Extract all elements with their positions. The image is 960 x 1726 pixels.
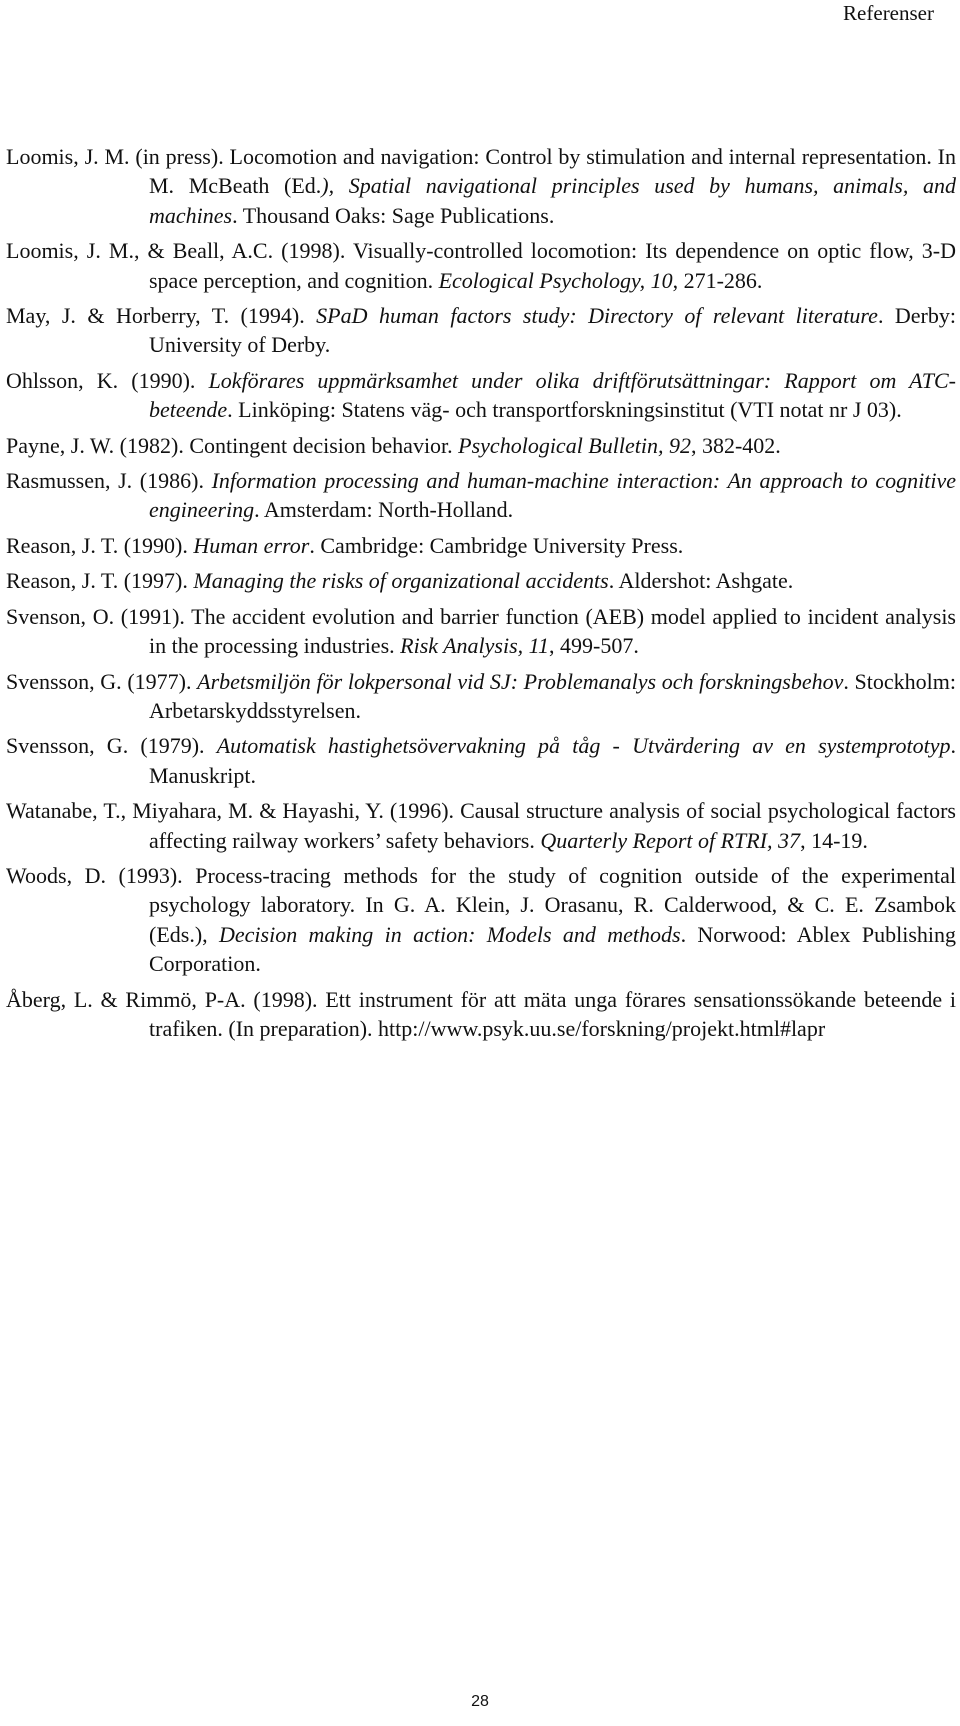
reference-title-italic: Information processing and human-machine interaction: An approach to cognitive engineering <box>149 468 956 523</box>
reference-entry <box>6 431 956 460</box>
reference-entry <box>6 985 956 1044</box>
reference-text: Woods, D. (1993). Process-tracing methods for the study of cognition outside of the experimental psychology laboratory. In G. A. Klein, J. Orasanu, R. Calderwood, & C. E. Zsambok (Eds.), <box>6 862 956 947</box>
reference-text: Svensson, G. (1977). <box>6 668 198 694</box>
reference-text: , 382-402. <box>690 432 781 458</box>
reference-text: Rasmussen, J. (1986). <box>6 468 212 494</box>
reference-entry <box>6 731 956 790</box>
reference-text: Reason, J. T. (1990). <box>6 532 194 558</box>
reference-text: May, J. & Horberry, T. (1994). <box>6 303 317 329</box>
reference-title-italic: Automatisk hastighetsövervakning på tåg - Utvärdering av en systemprototyp <box>216 733 951 759</box>
reference-title-italic: Managing the risks of organizational accidents <box>193 568 609 594</box>
reference-text: . Aldershot: Ashgate. <box>608 568 794 594</box>
running-header: Referenser <box>843 1 934 25</box>
reference-entry <box>6 861 956 979</box>
reference-text: . Thousand Oaks: Sage Publications. <box>232 202 555 228</box>
reference-entry <box>6 667 956 726</box>
reference-title-italic: Quarterly Report of RTRI, 37 <box>540 827 801 853</box>
reference-entry <box>6 301 956 360</box>
reference-text: , 271-286. <box>672 267 763 293</box>
reference-text: . Norwood: Ablex Publishing Corporation. <box>149 921 956 977</box>
reference-title-italic: Human error <box>193 532 310 558</box>
reference-text: Reason, J. T. (1997). <box>6 568 194 594</box>
reference-text: . Amsterdam: North-Holland. <box>254 497 514 523</box>
reference-text: . Cambridge: Cambridge University Press. <box>309 532 684 558</box>
reference-title-italic: ), Spatial navigational principles used by humans, animals, and machines <box>149 173 956 228</box>
reference-entry <box>6 366 956 425</box>
reference-text: , 499-507. <box>549 633 639 659</box>
reference-text: Loomis, J. M., & Beall, A.C. (1998). Visually-controlled locomotion: Its dependence on optic flow, 3-D space perception, and cognition. <box>6 238 956 293</box>
reference-entry <box>6 566 956 595</box>
reference-entry <box>6 466 956 525</box>
reference-entry <box>6 796 956 855</box>
reference-text: Watanabe, T., Miyahara, M. & Hayashi, Y. (1996). Causal structure analysis of social psychological factors affecting railway workers’ safety behaviors. <box>6 798 956 853</box>
reference-title-italic: Decision making in action: Models and methods <box>219 921 681 947</box>
reference-entry <box>6 142 956 230</box>
reference-text: Svensson, G. (1979). <box>6 733 217 759</box>
reference-title-italic: Ecological Psychology, 10 <box>438 267 673 293</box>
reference-title-italic: Lokförares uppmärksamhet under olika driftförutsättningar: Rapport om ATC-beteende <box>149 367 957 423</box>
reference-text: , 14-19. <box>800 827 868 853</box>
reference-entry <box>6 602 956 661</box>
reference-text: Payne, J. W. (1982). Contingent decision behavior. <box>6 432 459 458</box>
reference-list <box>6 142 956 1049</box>
reference-title-italic: Risk Analysis, 11 <box>400 633 550 659</box>
reference-text: Åberg, L. & Rimmö, P-A. (1998). Ett instrument för att mäta unga förares sensationssökande beteende i trafiken. (In preparation). http://www.psyk.uu.se/forskning/projekt.html#lapr <box>6 986 956 1041</box>
reference-text: Loomis, J. M. (in press). Locomotion and navigation: Control by stimulation and internal representation. In M. McBeath (Ed. <box>6 144 956 199</box>
reference-entry <box>6 531 956 560</box>
reference-text: . Manuskript. <box>149 733 956 788</box>
reference-text: . Linköping: Statens väg- och transportforskningsinstitut (VTI notat nr J 03). <box>227 397 902 423</box>
reference-entry <box>6 236 956 295</box>
reference-title-italic: SPaD human factors study: Directory of relevant literature <box>316 303 878 329</box>
reference-text: Ohlsson, K. (1990). <box>6 367 209 393</box>
reference-text: Svenson, O. (1991). The accident evolution and barrier function (AEB) model applied to incident analysis in the processing industries. <box>6 603 956 659</box>
reference-text: . Stockholm: Arbetarskyddsstyrelsen. <box>149 668 956 723</box>
reference-text: . Derby: University of Derby. <box>149 303 956 358</box>
page-number: 28 <box>471 1693 489 1710</box>
reference-title-italic: Arbetsmiljön för lokpersonal vid SJ: Problemanalys och forskningsbehov <box>197 668 844 694</box>
reference-title-italic: Psychological Bulletin, 92 <box>458 432 691 458</box>
